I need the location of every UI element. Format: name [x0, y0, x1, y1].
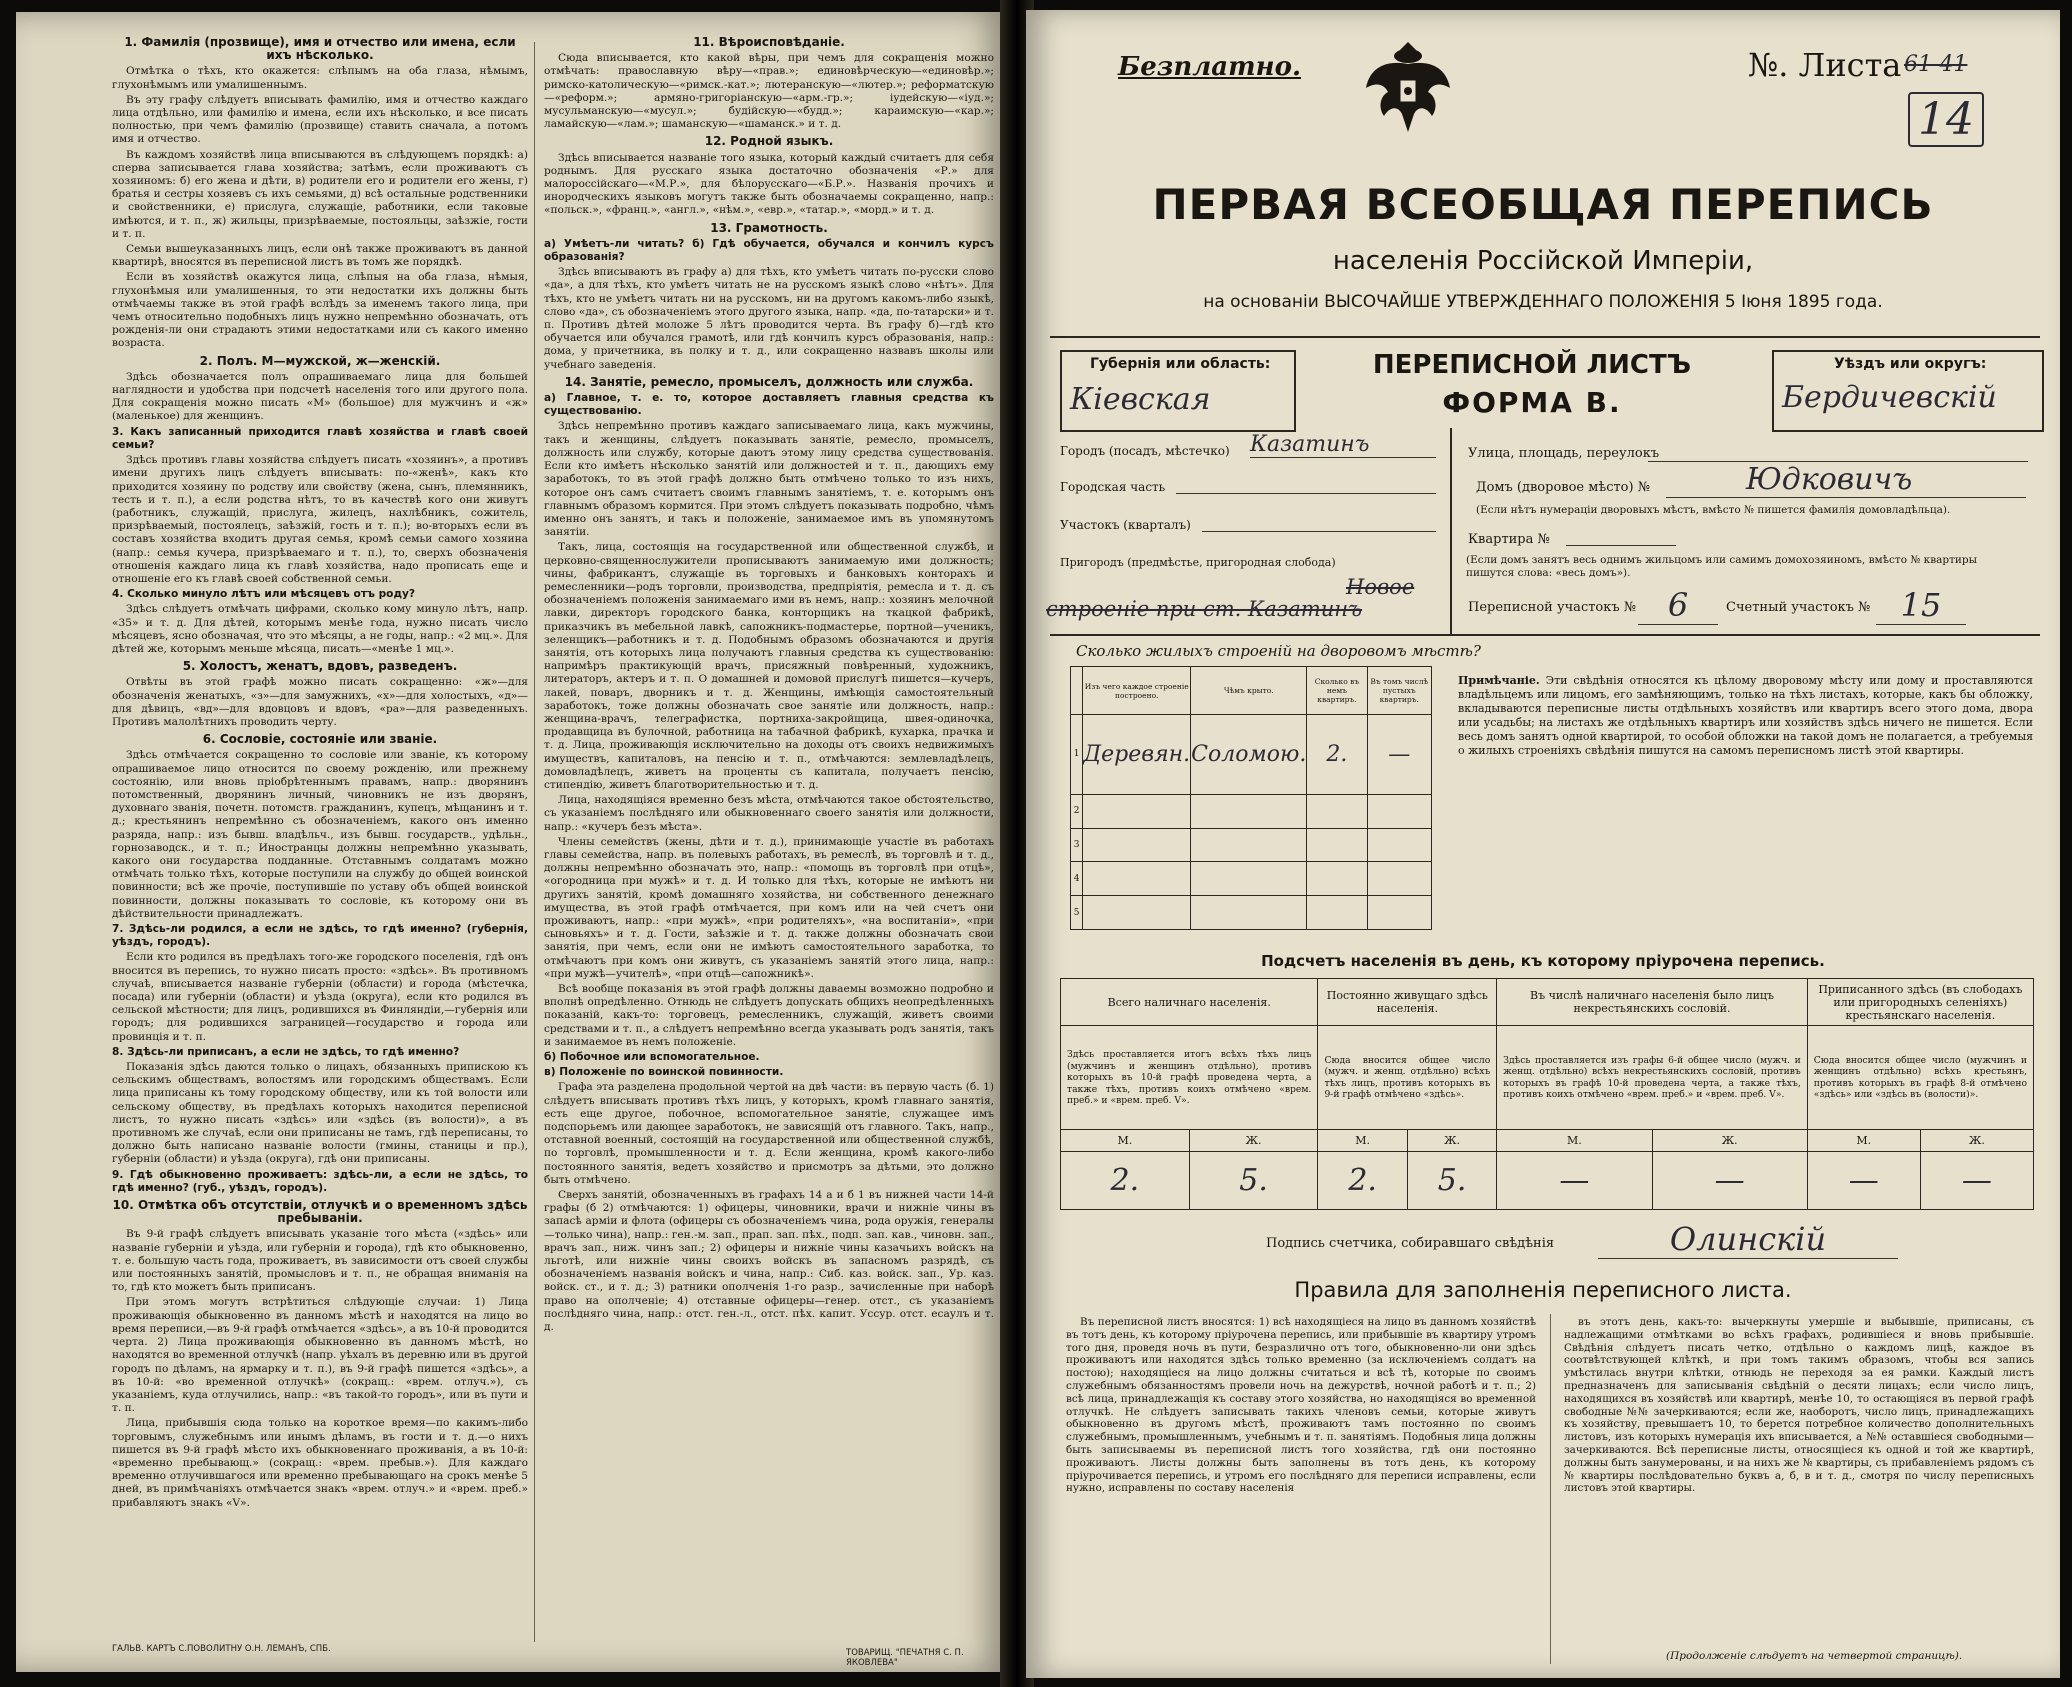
buildings-cell	[1083, 794, 1191, 828]
sex-column-header: М.	[1061, 1130, 1190, 1152]
section-subheading: б) Побочное или вспомогательное.	[544, 1051, 760, 1064]
left-instructions-column-2	[544, 32, 994, 1652]
paragraph: Сюда вписывается, кто какой вѣры, при чемъ для сокращенія можно отмѣчать: православную вѣру—«прав.»; единовѣрческую—«единовѣр.»; римско-католическую—«римск.-кат.»; лютеранскую—«лютер.»; реформатскую—«реформ.»; армяно-григоріанскую—«арм.-гр.»; іудейскую—«іуд.»; мусульманскую—«мусул.»; будійскую—«будд.»; караимскую—«кар.»; ламайскую—«лам.»; шаманскую—«шаманск.» и т. д.	[544, 52, 994, 131]
count-value-cell: —	[1652, 1151, 1807, 1209]
buildings-cell	[1307, 862, 1367, 896]
paragraph: Здѣсь вписывается названіе того языка, который каждый считаетъ для себя роднымъ. Для русскаго языка достаточно обозначенія «Р.» для малороссійскаго—«М.Р.», для бѣлорусскаго—«Б.Р.». Названія прочихъ и инородческихъ языковъ могутъ также быть обозначаемы сокращенно, напр.: «польск.», «франц.», «англ.», «нѣм.», «евр.», «татар.», «морд.» и т. д.	[544, 151, 994, 217]
table-row	[1071, 828, 1432, 862]
buildings-header-cell: Въ томъ числѣ пустыхъ квартиръ.	[1367, 667, 1432, 715]
uezd-label: Уѣздъ или округъ:	[1834, 356, 1987, 372]
buildings-cell: Соломою.	[1191, 715, 1307, 795]
buildings-cell	[1367, 794, 1432, 828]
buildings-header-cell: Сколько въ немъ квартиръ.	[1307, 667, 1367, 715]
population-count-table	[1060, 978, 2034, 1210]
rules-divider	[1550, 1314, 1551, 1664]
buildings-cell	[1307, 896, 1367, 930]
left-instructions-column-1	[112, 32, 528, 1652]
form-title: ПЕРЕПИСНОЙ ЛИСТЪ	[1372, 350, 1692, 380]
column-divider	[534, 42, 535, 1642]
table-row	[1071, 896, 1432, 930]
header-rule	[1050, 336, 2040, 342]
gorod-label: Городъ (посадъ, мѣстечко)	[1060, 444, 1230, 458]
buildings-cell	[1191, 896, 1307, 930]
count-value-cell: 2.	[1061, 1151, 1190, 1209]
buildings-cell	[1083, 896, 1191, 930]
count-value-cell: 5.	[1407, 1151, 1496, 1209]
subtitle: населенія Россійской Имперіи,	[1332, 246, 1754, 276]
printer-mark-left: ГАЛЬВ. КАРТЪ С.ПОВОЛИТНУ О.Н. ЛЕМАНЪ, СПБ.	[112, 1644, 331, 1654]
gubernia-value: Кіевская	[1070, 382, 1211, 417]
paragraph: При этомъ могутъ встрѣтиться слѣдующіе случаи: 1) Лица проживающія обыкновенно въ данномъ мѣстѣ и находятся на лицо во время переписи,—въ 9-й графѣ отмѣчается «здѣсь», а въ 10-й проводится черта. 2) Лица проживающія обыкновенно въ данномъ мѣстѣ, но находятся во временной отлучкѣ (напр. уѣхалъ въ деревню или въ другой городъ по дѣламъ, на ярмарку и т. п.), въ 9-й графѣ пишется «здѣсь», а въ 10-й: «во временной отлучкѣ» (сокращ.: «врем. отлуч.»), съ указаніемъ, куда отлучились, напр.: «въ такой-то городъ», или въ пути и т. п.	[112, 1296, 528, 1415]
section-subheading: а) Главное, т. е. то, которое доставляетъ главныя средства къ существованію.	[544, 392, 994, 418]
right-page-census-form	[1026, 10, 2060, 1678]
buildings-cell: —	[1367, 715, 1432, 795]
paragraph: Здѣсь обозначается полъ опрашиваемаго лица для большей наглядности и удобства при подсчетѣ населенія того или другого пола. Для сокращенія можно писать «М» (большое) для мужчинъ и «ж» (маленькое) для женщинъ.	[112, 370, 528, 423]
gubernia-box	[1060, 350, 1296, 432]
paragraph: Въ эту графу слѣдуетъ вписывать фамилію, имя и отчество каждаго лица отдѣльно, или фамилію и имена, если ихъ нѣсколько, и все писать полностью, при чемъ фамилію (прозвище) ставить сначала, а потомъ имя и отчество.	[112, 93, 528, 146]
table-row	[1071, 794, 1432, 828]
apartment-label: Квартира №	[1468, 532, 1550, 547]
buildings-note	[1458, 674, 2033, 758]
imperial-eagle-emblem	[1362, 36, 1454, 138]
section-subheading: 3. Какъ записанный приходится главѣ хозяйства и главѣ своей семьи?	[112, 425, 528, 451]
buildings-table	[1070, 666, 1432, 930]
paragraph: Семьи вышеуказанныхъ лицъ, если онѣ также проживаютъ въ данной квартирѣ, вносятся въ переписной листъ въ томъ же порядкѣ.	[112, 243, 528, 269]
table-row	[1071, 862, 1432, 896]
apartment-note: (Если домъ занятъ весь однимъ жильцомъ или самимъ домохозяиномъ, вмѣсто № квартиры пишутся слова: «весь домъ»).	[1466, 554, 1977, 579]
count-value-cell: 5.	[1189, 1151, 1318, 1209]
signature-label: Подпись счетчика, собиравшаго свѣдѣнія	[1266, 1236, 1555, 1251]
sex-column-header: Ж.	[1407, 1130, 1496, 1152]
left-page	[16, 12, 1006, 1672]
printer-mark-right: ТОВАРИЩ. "ПЕЧАТНЯ С. П. ЯКОВЛЕВА"	[846, 1648, 964, 1668]
section-heading: 12. Родной языкъ.	[704, 134, 834, 149]
count-header-cell: Всего наличнаго населенія.	[1061, 979, 1318, 1026]
buildings-cell: 2	[1071, 794, 1083, 828]
paragraph: Показанія здѣсь даются только о лицахъ, обязанныхъ припискою къ сельскимъ обществамъ, волостямъ или городскимъ обществамъ. Если лица приписаны къ тому городскому обществу, или къ той волости или сельскому обществу, въ предѣлахъ которыхъ находится переписной листъ, то нужно писать «здѣсь» или «здѣсь (въ волости)», а въ противномъ же случаѣ, если они приписаны не тамъ, гдѣ переписаны, то должно быть написано названіе волости (гмины, станицы и пр.), губерніи (области) и уѣзда (округа), гдѣ они приписаны.	[112, 1061, 528, 1166]
rules-title: Правила для заполненія переписного листа.	[1294, 1278, 1792, 1302]
buildings-cell: 1	[1071, 715, 1083, 795]
buildings-cell	[1191, 794, 1307, 828]
census-area-value: 6	[1638, 586, 1718, 625]
section-subheading: в) Положеніе по воинской повинности.	[544, 1066, 784, 1079]
count-note-cell: Сюда вносится общее число (мужчинъ и женщинъ отдѣльно) всѣхъ крестьянъ, противъ которыхъ въ графѣ 8-й отмѣчено «здѣсь» или «здѣсь въ (волости)».	[1807, 1026, 2033, 1130]
sheet-number-value: 61-41	[1904, 52, 1968, 77]
section-subheading: 8. Здѣсь-ли приписанъ, а если не здѣсь, то гдѣ именно?	[112, 1045, 460, 1058]
paragraph: Здѣсь вписываютъ въ графу а) для тѣхъ, кто умѣетъ читать по-русски слово «да», а для тѣхъ, кто умѣетъ читать не на русскомъ языкѣ слово «нѣтъ». Для тѣхъ, кто не умѣетъ читать ни на русскомъ, ни на другомъ какомъ-либо языкѣ, слово «да», съ обозначеніемъ этого другого языка, напр. «да, по-татарски» и т. п. Противъ дѣтей моложе 5 лѣтъ проводится черта. Въ графу б)—гдѣ кто обучается или обучался грамотѣ, или гдѣ кончилъ курсъ образованія, напр.: дома, у причетника, въ полку и т. д., или сокращенно назвавъ школы или учебнаго заведенія.	[544, 266, 994, 371]
buildings-header-cell: Изъ чего каждое строеніе построено.	[1083, 667, 1191, 715]
paragraph: Если кто родился въ предѣлахъ того-же городского поселенія, гдѣ онъ вносится въ перепись, то нужно писать просто: «здѣсь». Въ противномъ случаѣ, вписывается названіе губерніи (области) и города (мѣстечка, посада) или губерніи (области) и уѣзда (округа), если кто родился въ сельской мѣстности; для лицъ, родившихся въ Финляндіи,—губернія или городъ; для родившихся заграницей—государство и города или провинція и т. п.	[112, 951, 528, 1043]
sex-column-header: Ж.	[1920, 1130, 2033, 1152]
count-header-cell: Постоянно живущаго здѣсь населенія.	[1318, 979, 1497, 1026]
street-label: Улица, площадь, переулокъ	[1468, 446, 1660, 461]
paragraph: Если въ хозяйствѣ окажутся лица, слѣпыя на оба глаза, нѣмыя, глухонѣмыя или умалишенныя, то эти недостатки ихъ должны быть отмѣчаемы также въ этой графѣ вслѣдъ за именемъ такого лица, при чемъ относительно подобныхъ лицъ нужно непремѣнно обозначать, отъ рожденія-ли они страдаютъ этими недостатками или съ какого именно возраста.	[112, 271, 528, 350]
stamp-number: 14	[1908, 92, 1984, 147]
district-line	[1202, 530, 1436, 532]
form-letter: ФОРМА В.	[1442, 386, 1622, 419]
rules-continuation: (Продолженіе слѣдуетъ на четвертой страницѣ).	[1666, 1650, 1963, 1662]
suburb-label: Пригородъ (предмѣстье, пригородная слобода)	[1060, 556, 1336, 569]
district-label: Участокъ (кварталъ)	[1060, 518, 1191, 532]
buildings-cell	[1307, 794, 1367, 828]
section-subheading: 7. Здѣсь-ли родился, а если не здѣсь, то гдѣ именно? (губернія, уѣздъ, городъ).	[112, 923, 528, 949]
buildings-header-cell: Чѣмъ крыто.	[1191, 667, 1307, 715]
paragraph: Всѣ вообще показанія въ этой графѣ должны даваемы возможно подробно и вполнѣ опредѣленно. Отнюдь не слѣдуетъ допускать общихъ неопредѣленныхъ показаній, какъ-то: торговецъ, ремесленникъ, служащій, живетъ своими средствами и т. п., а слѣдуетъ непремѣнно всегда указывать родъ занятія, такъ и занимаемое въ немъ положеніе.	[544, 983, 994, 1048]
buildings-cell	[1083, 862, 1191, 896]
paragraph: Члены семействъ (жены, дѣти и т. д.), принимающіе участіе въ работахъ главы семейства, напр. въ полевыхъ работахъ, въ ремеслѣ, въ торговлѣ и т. д., должны непремѣнно обозначать это, напр.: «помощь въ торговлѣ при отцѣ», «огородница при мужѣ» и т. д. И только для тѣхъ, которые не имѣютъ ни другихъ занятій, кромѣ домашняго хозяйства, ни собственного денежнаго имущества, въ этой графѣ отмѣчается, при комъ или на чей счетъ они проживаютъ, напр.: «при мужѣ», «при родителяхъ», «на воспитаніи», «при сыновьяхъ» и т. д. Гости, заѣзжіе и т. д. также должны обозначать свои занятія, при чемъ, если они не имѣютъ самостоятельного заработка, то отмѣчаютъ при комъ они живутъ, съ указаніемъ занятій этого лица, напр.: «при мужѣ—учителѣ», «при отцѣ—сапожникѣ».	[544, 835, 994, 980]
buildings-cell: Деревян.	[1083, 715, 1191, 795]
count-value-cell: 2.	[1318, 1151, 1407, 1209]
city-part-label: Городская часть	[1060, 480, 1166, 494]
paragraph: Здѣсь непремѣнно противъ каждаго записываемаго лица, какъ мужчины, такъ и женщины, слѣдуетъ показывать занятіе, ремесло, промыселъ, должность или службу, которые даютъ этому лицу средства существованія. Если кто имѣетъ нѣсколько занятій или должностей и т. п., дающихъ ему заработокъ, то въ этой графѣ должно быть отмѣчено только то изъ нихъ, которое онъ самъ считаетъ своимъ главнымъ занятіемъ, т. е. которымъ онъ главнымъ образомъ кормится. При этомъ слѣдуетъ показывать подробно, чѣмъ именно онъ занятъ, и такъ и положеніе, занимаемое имъ въ упомянутомъ занятіи.	[544, 420, 994, 539]
paragraph: Отвѣты въ этой графѣ можно писать сокращенно: «ж»—для обозначенія женатыхъ, «з»—для замужнихъ, «х»—для холостыхъ, «д»—для дѣвицъ, «вд»—для вдовцовъ и вдовъ, «ра»—для разведенныхъ. Противъ малолѣтнихъ проводить черту.	[112, 676, 528, 728]
note-text: Эти свѣдѣнія относятся къ цѣлому дворовому мѣсту или дому и проставляются владѣльцемъ или лицомъ, его замѣняющимъ, только на тѣхъ листахъ, которые, какъ бы обложку, вкладываются переписные листы отдѣльныхъ хозяйствъ или квартиръ всего этого дома, двора или усадьбы; на листахъ же отдѣльныхъ квартиръ или хозяйствъ здѣсь ничего не пишется. Если весь домъ занятъ одной квартирой, то особой обложки на такой домъ не полагается, а требуемыя о жилыхъ строеніяхъ свѣдѣнія пишутся на самомъ переписномъ листѣ этой квартиры.	[1458, 674, 2034, 757]
gorod-value: Казатинъ	[1250, 432, 1436, 458]
paragraph: Въ 9-й графѣ слѣдуетъ вписывать указаніе того мѣста («здѣсь» или названіе губерніи и уѣзда, или губерніи и города), гдѣ кто обыкновенно, т. е. большую часть года, проживаетъ, въ зависимости отъ своей службы или постоянныхъ занятій, промысловъ и т. п., не обращая вниманія на то, гдѣ кто можетъ быть приписанъ.	[112, 1228, 528, 1294]
paragraph: Графа эта разделена продольной чертой на двѣ части: въ первую часть (б. 1) слѣдуетъ вписывать противъ тѣхъ лицъ, у которыхъ, кромѣ главнаго занятія, есть еще другое, побочное, вспомогательное занятіе, служащее имъ подспорьемъ или дающее заработокъ, не зависящій отъ главного. Такъ, напр., отставной военный, состоящій на государственной или общественной службѣ, по торговлѣ, промышленности и т. д. Если женщина, кромѣ какого-либо постоянного занятія, ведетъ хозяйство и присмотръ за дѣтьми, это должно быть отмѣчено.	[544, 1081, 994, 1186]
section-subheading: 9. Гдѣ обыкновенно проживаетъ: здѣсь-ли, а если не здѣсь, то гдѣ именно? (губ., уѣздъ, городъ).	[112, 1168, 528, 1194]
sheet-number-label: №. Листа	[1748, 46, 1902, 84]
count-area-value: 15	[1876, 586, 1966, 625]
paragraph: Лица, прибывшія сюда только на короткое время—по какимъ-либо торговымъ, служебнымъ или инымъ дѣламъ, въ гости и т. д.—о нихъ пишется въ 9-й графѣ мѣсто ихъ обыкновеннаго проживанія, а въ 10-й: «временно пребывающ.» (сокращ.: «врем. пребыв.»). Для каждаго временно отлучившагося или временно пребывающаго на срокъ менѣе 5 дней, въ примѣчаніяхъ отмѣчается знакъ «врем. отлуч.» и «врем. преб.» прибавляютъ знакъ «V».	[112, 1417, 528, 1509]
free-label: Безплатно.	[1118, 52, 1301, 82]
section-heading: 2. Полъ. М—мужской, ж—женскій.	[199, 353, 441, 368]
rules-column-1	[1066, 1316, 1536, 1662]
section-rule	[1050, 634, 2040, 636]
section-subheading: а) Умѣетъ-ли читать? б) Гдѣ обучается, обучался и кончилъ курсъ образованія?	[544, 237, 994, 264]
census-area-label: Переписной участокъ №	[1468, 600, 1637, 615]
count-header-cell: Приписанного здѣсь (въ слободахъ или пригородныхъ селеніяхъ) крестьянскаго населенія.	[1807, 979, 2033, 1026]
main-title: ПЕРВАЯ ВСЕОБЩАЯ ПЕРЕПИСЬ	[1152, 180, 1934, 229]
paragraph: Лица, находящіяся временно безъ мѣста, отмѣчаются такое обстоятельство, съ указаніемъ послѣдняго или обыкновеннаго своего занятія или должности, напр.: «кучеръ безъ мѣста».	[544, 794, 994, 833]
uezd-value: Бердичевскій	[1782, 380, 1997, 415]
buildings-cell	[1367, 862, 1432, 896]
buildings-cell	[1367, 896, 1432, 930]
sex-column-header: М.	[1497, 1130, 1652, 1152]
buildings-cell	[1367, 828, 1432, 862]
buildings-header-cell	[1071, 667, 1083, 715]
count-value-cell: —	[1807, 1151, 1920, 1209]
rules-text-1: Въ переписной листъ вносятся: 1) всѣ находящіеся на лицо въ данномъ хозяйствѣ въ тотъ день, къ которому пріурочена перепись, или прибывшіе въ квартиру утромъ того дня, проведя ночь въ пути, безразлично отъ того, обыкновенно-ли они здѣсь проживаютъ или находятся здѣсь только временно (за исключеніемъ солдатъ на постою); находящіеся на лицо должны считаться и всѣ тѣ, которые по своимъ служебнымъ обязанностямъ провели ночь на дежурствѣ, ночной работѣ и т. п.; 2) всѣ лица, принадлежащія къ составу этого хозяйства, но находящіяся во временной отлучкѣ. Не слѣдуетъ записывать такихъ членовъ семьи, которые живутъ обыкновенно въ другомъ мѣстѣ, проживаютъ тамъ постоянно по своимъ служебнымъ, промышленнымъ, учебнымъ и т. п. занятіямъ. Подобныя лица должны быть записываемы въ переписной листъ того хозяйства, гдѣ они постоянно проживаютъ. Листы должны быть заполнены въ тотъ день, къ которому пріурочивается перепись, и утромъ его послѣдняго для переписи исправлены, если нужно, исправлены по составу населенія	[1066, 1316, 1536, 1495]
paragraph: Отмѣтка о тѣхъ, кто окажется: слѣпымъ на оба глаза, нѣмымъ, глухонѣмымъ или умалишеннымъ.	[112, 65, 528, 91]
rules-text-2: въ этотъ день, какъ-то: вычеркнуты умершіе и выбывшіе, приписаны, съ надлежащими отмѣтками во всѣхъ графахъ, родившіеся и вновь прибывшіе. Свѣдѣнія слѣдуетъ писать четко, отдѣльно о каждомъ лицѣ, каждое въ соотвѣтствующей клѣткѣ, и при томъ такимъ образомъ, чтобы вся запись умѣстилась внутри клѣтки, отнюдь не переходя за ея рамки. Каждый листъ предназначенъ для записыванія свѣдѣній о десяти лицахъ; если число лицъ, находящихся въ хозяйствѣ или квартирѣ, менѣе 10, то остающіяся въ первой графѣ свободные №№ зачеркиваются; если же, наоборотъ, число лицъ, принадлежащихъ къ хозяйству, превышаетъ 10, то берется потребное количество дополнительныхъ листовъ, изъ которыхъ нумерація ихъ вписывается, а №№ оставшіеся свободными—зачеркиваются. Всѣ переписные листы, относящіеся къ одной и той же квартирѣ, должны быть занумерованы, и на нихъ же № квартиры, съ прибавленіемъ рядомъ съ № квартиры послѣдовательно буквъ а, б, в и т. д., смотря по числу переписныхъ листовъ этой квартиры.	[1564, 1316, 2034, 1495]
count-note-cell: Здѣсь проставляется изъ графы 6-й общее число (мужч. и женщ. отдѣльно) всѣхъ некрестьянскихъ сословій, противъ которыхъ въ графѣ 10-й проведена черта, а также тѣхъ, противъ коихъ отмѣчено «врем. преб.» и «врем. преб. V».	[1497, 1026, 1807, 1130]
signature-value: Олинскій	[1598, 1220, 1898, 1259]
count-note-cell: Сюда вносится общее число (мужч. и женщ. отдѣльно) всѣхъ тѣхъ лицъ, противъ которыхъ въ 9-й графѣ отмѣчено «здѣсь».	[1318, 1026, 1497, 1130]
paragraph: Такъ, лица, состоящія на государственной или общественной службѣ, и церковно-священнослужители прописываютъ занимаемую ими должность; чины, фабрикантъ, служащіе въ торговыхъ и банковыхъ конторахъ и ремесленники—родъ торговли, производства, предпріятія, ремесла и т. д. съ обозначеніемъ положенія занимаемаго ими въ немъ, напр.: хозяинъ мелочной лавки, директоръ городского банка, конторщикъ на ткацкой фабрикѣ, приказчикъ въ мебельной лавкѣ, сапожникъ-подмастерье, портной—ученикъ, зеленщикъ—работникъ и т. д. Подобнымъ образомъ обозначаются и другія занятія, отъ которыхъ лица получаютъ главныя средства къ существованію: напримѣръ практикующій врачъ, присяжный повѣренный, художникъ, литераторъ, актеръ и т. п. О домашней и домовой прислугѣ пишется—кучеръ, лакей, поваръ, дворникъ и т. д. Женщины, имѣющія самостоятельный заработокъ, тоже должны обозначать свое занятіе или должность, напр.: женщина-врачъ, телеграфистка, портниха-закройщица, швея-одиночка, продавщица въ булочной, работница на табачной фабрикѣ, кухарка, прачка и т. д. Лица, проживающія исключительно на доходы отъ своихъ недвижимыхъ имуществъ, капиталовъ, на пенсію и т. п., отмѣчаются: землевладѣлецъ, домовладѣлецъ, живетъ на проценты съ капитала, получаетъ пенсію, стипендію, живетъ благотворительностью и т. д.	[544, 541, 994, 791]
city-part-line	[1176, 492, 1436, 494]
sex-column-header: М.	[1807, 1130, 1920, 1152]
buildings-question: Сколько жилыхъ строеній на дворовомъ мѣстѣ?	[1076, 642, 1481, 660]
buildings-cell	[1083, 828, 1191, 862]
section-heading: 11. Вѣроисповѣданіе.	[693, 35, 845, 49]
apartment-line	[1566, 544, 1676, 546]
count-value-cell: —	[1920, 1151, 2033, 1209]
count-value-cell: —	[1497, 1151, 1652, 1209]
sex-column-header: Ж.	[1652, 1130, 1807, 1152]
paragraph: Здѣсь противъ главы хозяйства слѣдуетъ писать «хозяинъ», а противъ имени другихъ лицъ слѣдуетъ вписывать: по-«женѣ», какъ кто приходится хозяину по родству или свойству (жена, сынъ, племянникъ, тесть и т. п.), а если родства нѣтъ, то въ качествѣ кого они живутъ (работникъ, служащій, прислуга, жилецъ, нахлѣбникъ, сожитель, призрѣваемый, постоялецъ, заѣзжій, гость и т. п.); во-вторыхъ если въ составъ хозяйства входитъ другая семья, кромѣ семьи самого хозяина (напр.: семья кучера, призрѣваемаго и т. п.), то, сверхъ обозначенія отношенія каждаго лица къ главѣ хозяйства, надо прописать еще и отношеніе его къ главѣ своей собственной семьи.	[112, 454, 528, 585]
count-area-label: Счетный участокъ №	[1726, 600, 1871, 615]
buildings-cell: 5	[1071, 896, 1083, 930]
note-label: Примѣчаніе.	[1458, 674, 1540, 687]
section-heading: 13. Грамотность.	[710, 220, 828, 235]
section-heading: 5. Холостъ, женатъ, вдовъ, разведенъ.	[182, 659, 458, 674]
paragraph: Въ каждомъ хозяйствѣ лица вписываются въ слѣдующемъ порядкѣ: а) сперва записывается глава хозяйства; затѣмъ, если проживаютъ съ хозяиномъ: б) его жена и дѣти, в) родители его и родители его жены, г) братья и сестры хозяевъ съ ихъ семьями, д) всѣ остальные родственники и свойственники, е) прислуга, служащіе, работники, если таковые имѣются, и т. п., ж) жильцы, призрѣваемые, постояльцы, заѣзжіе, гости и т. п.	[112, 148, 528, 240]
buildings-cell	[1191, 862, 1307, 896]
table-row	[1071, 715, 1432, 795]
paragraph: Здѣсь слѣдуетъ отмѣчать цифрами, сколько кому минуло лѣтъ, напр. «35» и т. д. Для дѣтей, которымъ менѣе года, нужно писать число мѣсяцевъ, ясно обозначая, что это мѣсяцы, а не годы, напр.: «2 мц.». Для дѣтей же, которымъ меньше мѣсяца, писать—«менѣе 1 мц.».	[112, 603, 528, 655]
buildings-cell	[1191, 828, 1307, 862]
house-note: (Если нѣтъ нумераціи дворовыхъ мѣстъ, вмѣсто № пишется фамилія домовладѣльца).	[1476, 504, 1951, 516]
buildings-cell: 4	[1071, 862, 1083, 896]
section-heading: 14. Занятіе, ремесло, промыселъ, должность или служба.	[564, 374, 974, 389]
paragraph: Сверхъ занятій, обозначенныхъ въ графахъ 14 а и б 1 въ нижней части 14-й графы (б 2) отмѣчаются: 1) офицеры, чиновники, врачи и нижніе чины въ запасѣ арміи и флота (офицеры съ обозначеніемъ чина, рода оружія, генералы—только чина), напр.: ген.-м. зап., прап. зап. пѣх., подп. зап. кав., чиновн. зап., врачъ зап., ниж. чинъ зап.; 2) офицеры и нижніе чины казачьихъ войскъ на льготѣ, или нижніе чины своихъ войскъ въ запасномъ разрядѣ, съ обозначеніемъ названія войскъ и чина, напр.: Сиб. каз. войск. зап., Ур. каз. войск. ст., и т. д.; 3) ратники ополченія 1-го разр., зачисленные при наборѣ право на ополченіе; 4) отставные офицеры—генер. отст., съ указаніемъ послѣдняго чина, напр.: отст. ген.-л., отст. пѣх. капит. Уссур. отст. есаулъ и т. д.	[544, 1189, 994, 1334]
population-count-title: Подсчетъ населенія въ день, къ которому пріурочена перепись.	[1261, 952, 1825, 970]
section-heading: 6. Сословіе, состояніе или званіе.	[202, 732, 438, 747]
rules-column-2	[1564, 1316, 2034, 1646]
count-header-cell: Въ числѣ наличнаго населенія было лицъ некрестьянскихъ сословій.	[1497, 979, 1807, 1026]
house-value: Юдковичъ	[1666, 462, 2026, 498]
buildings-cell: 3	[1071, 828, 1083, 862]
buildings-cell	[1307, 828, 1367, 862]
paragraph: Здѣсь отмѣчается сокращенно то сословіе или званіе, къ которому опрашиваемое лицо относится по своему рожденію, или прежнему состоянію, или вновь пріобрѣтеннымъ правамъ, напр.: дворянинъ потомственный, дворянинъ личный, чиновникъ не изъ дворянъ, духовнаго званія, почетн. потомств. гражданинъ, купецъ, мѣщанинъ и т. д.; крестьянинъ непремѣнно съ обозначеніемъ, какого онъ именно разряда, напр.: изъ бывш. владѣльч., изъ бывш. государств., удѣльн., горнозаводск., и т. п.; Иностранцы должны непремѣнно указывать, какого они государства подданные. Отставнымъ солдатамъ можно отмѣчать только тѣхъ, которые поступили на службу до общей воинской повинности; всѣ же прочіе, поступившіе по уставу объ общей воинской повинности, должны показывать то сословіе, къ которому они въ дѣйствительности принадлежатъ.	[112, 749, 528, 920]
house-label: Домъ (дворовое мѣсто) №	[1476, 480, 1651, 495]
uezd-box	[1772, 350, 2044, 432]
section-subheading: 4. Сколько минуло лѣтъ или мѣсяцевъ отъ роду?	[112, 588, 416, 601]
legal-basis: на основаніи ВЫСОЧАЙШЕ УТВЕРЖДЕННАГО ПОЛОЖЕНІЯ 5 Іюня 1895 года.	[1203, 292, 1883, 312]
suburb-value: Новое строеніе при ст. Казатинъ	[1046, 575, 1415, 621]
section-heading: 10. Отмѣтка объ отсутствіи, отлучкѣ и о временномъ здѣсь пребываніи.	[112, 1198, 528, 1226]
count-note-cell: Здѣсь проставляется итогъ всѣхъ тѣхъ лицъ (мужчинъ и женщинъ отдѣльно), противъ которыхъ въ 10-й графѣ проведена черта, а также тѣхъ, противъ коихъ отмѣчено «врем. преб.» и «врем. преб. V».	[1061, 1026, 1318, 1130]
address-divider	[1450, 428, 1452, 634]
buildings-cell: 2.	[1307, 715, 1367, 795]
sex-column-header: М.	[1318, 1130, 1407, 1152]
section-heading: 1. Фамилія (прозвище), имя и отчество или имена, если ихъ нѣсколько.	[124, 35, 516, 63]
gubernia-label: Губернія или область:	[1090, 356, 1271, 372]
sex-column-header: Ж.	[1189, 1130, 1318, 1152]
